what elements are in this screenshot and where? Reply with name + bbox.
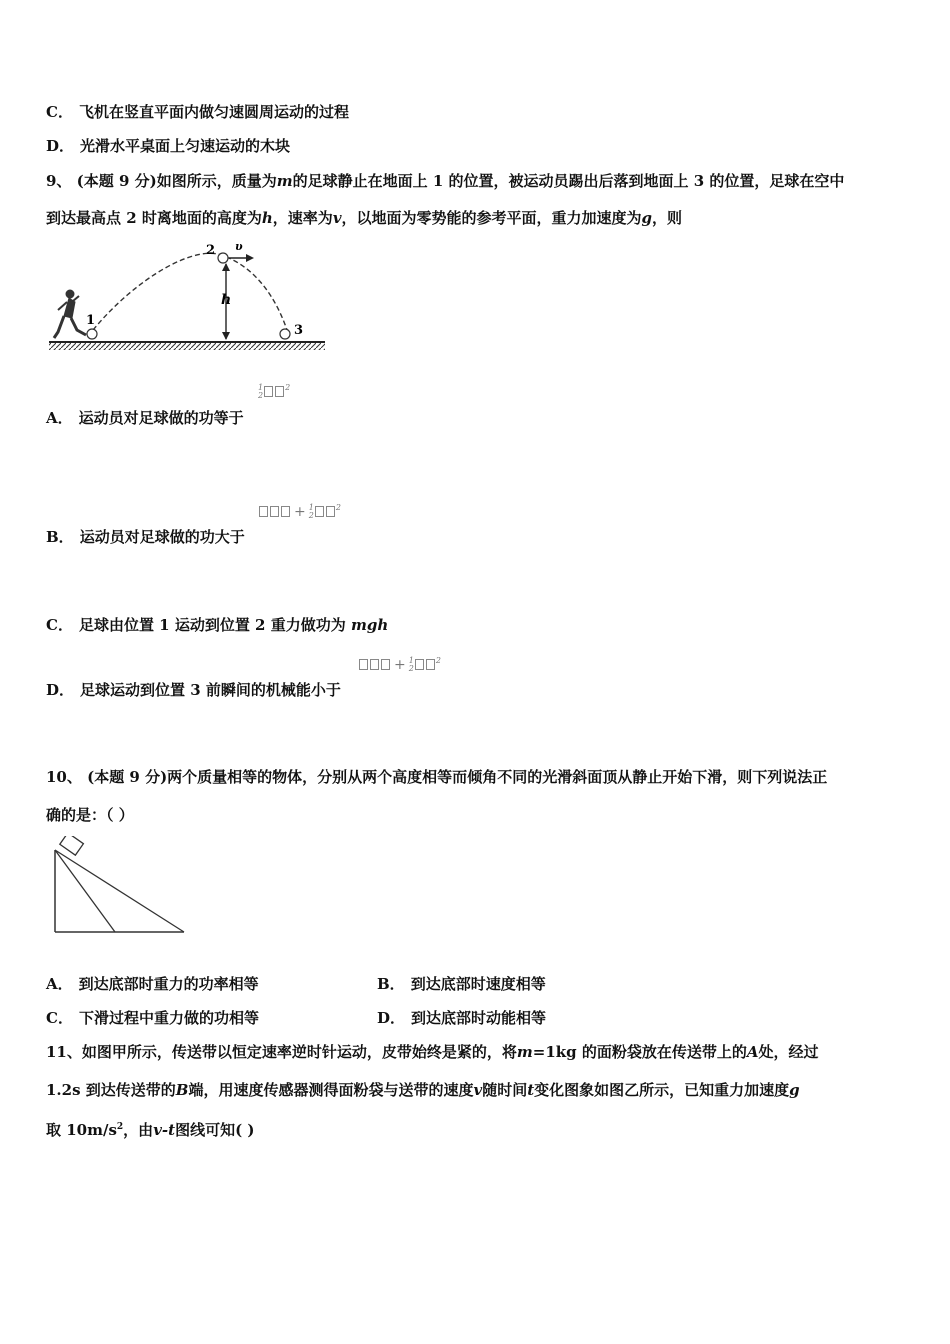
q9-option-b-formula: + 1 $2^2$ [258,503,341,520]
ground-hatching [49,342,325,350]
q9-trajectory-figure [46,238,328,354]
q9-option-d: D． 足球运动到位置 3 前瞬间的机械能小于 [46,681,341,699]
q11-stem-line2: 1.2s 到达传送带的B端，用速度传感器测得面粉袋与送带的速度v随时间t变化图象如图乙所示，已知重力加速度g [46,1081,800,1099]
q10-option-d: D． 到达底部时动能相等 [377,1009,547,1027]
q11-stem-line3: 取 $10m/s^2$，由v-t图线可知( ) [46,1121,255,1139]
trajectory-path [93,253,287,330]
q10-option-a: A． 到达底部时重力的功率相等 [46,975,259,993]
q9-option-a: A． 运动员对足球做的功等于 [46,409,244,427]
q9-option-c: C． 足球由位置 1 运动到位置 2 重力做功为 mgh [46,616,389,634]
q10-incline-figure [46,836,188,936]
ball-position-1 [87,329,97,339]
block-icon [60,836,84,855]
player-icon [54,290,86,338]
q10-option-c: C． 下滑过程中重力做的功相等 [46,1009,259,1027]
label-3: 3 [294,323,304,338]
q9-option-d-formula: + 1 $2^2$ [358,656,441,673]
q10-stem-line2: 确的是：（ ） [46,806,134,824]
q8-option-d: D． 光滑水平桌面上匀速运动的木块 [46,137,291,155]
q8-option-c: C． 飞机在竖直平面内做匀速圆周运动的过程 [46,103,349,121]
label-2: 2 [206,243,216,258]
q9-stem-line1: 9、 (本题 9 分)如图所示，质量为m的足球静止在地面上 1 的位置，被运动员踢出后落到地面上 3 的位置，足球在空中 [46,172,845,190]
q10-stem-line1: 10、 (本题 9 分)两个质量相等的物体，分别从两个高度相等而倾角不同的光滑斜面顶从静止开始下滑，则下列说法正 [46,768,828,786]
label-1: 1 [86,313,96,328]
label-v: υ [235,240,243,253]
incline-steep [55,850,115,932]
q11-stem-line1: 11、如图甲所示，传送带以恒定速率逆时针运动，皮带始终是紧的，将m=1kg 的面粉袋放在传送带上的A处，经过 [46,1043,819,1061]
q9-option-b: B． 运动员对足球做的功大于 [46,528,245,546]
incline-gentle [55,850,184,932]
q9-option-a-formula: 1 $2^2$ [258,382,291,400]
ball-position-2 [218,253,228,263]
ball-position-3 [280,329,290,339]
label-h: h [221,292,232,308]
q10-option-b: B． 到达底部时速度相等 [377,975,546,993]
q9-stem-line2: 到达最高点 2 时离地面的高度为h，速率为v，以地面为零势能的参考平面，重力加速度为g，则 [46,209,683,227]
